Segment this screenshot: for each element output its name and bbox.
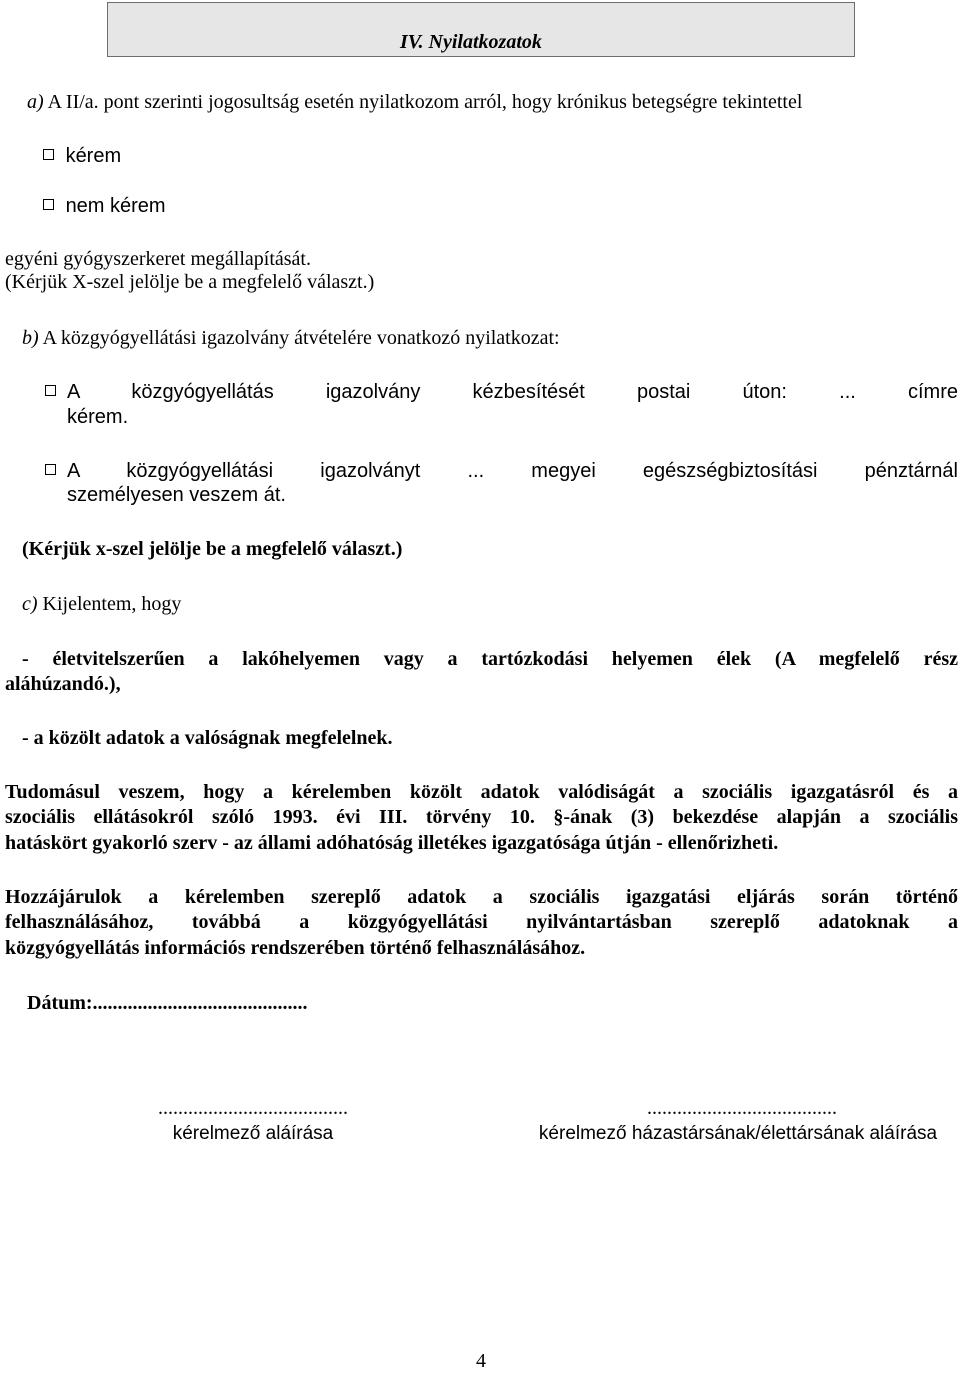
paragraph2-line2: felhasználásához, továbbá a közgyógyellátási nyilvántartásban szereplő adatoknak a: [5, 911, 958, 933]
page-number: 4: [476, 1350, 486, 1372]
section-a-intro: [27, 91, 802, 114]
checkbox-kerem[interactable]: [43, 149, 54, 160]
section-b-note: (Kérjük x-szel jelölje be a megfelelő választ.): [22, 538, 403, 560]
option-postai[interactable]: [45, 381, 56, 404]
paragraph2-line1: Hozzájárulok a kérelemben szereplő adatok a szociális igazgatási eljárás során történő: [5, 886, 958, 908]
section-a-label: a): [27, 91, 44, 113]
section-c-item1-line1: - életvitelszerűen a lakóhelyemen vagy a tartózkodási helyemen élek (A megfelelő rész: [22, 648, 958, 670]
option-postai-line2: kérem.: [67, 406, 129, 428]
option-szemelyesen-line2: személyesen veszem át.: [67, 484, 286, 506]
checkbox-nem-kerem[interactable]: [43, 199, 54, 210]
option-szemelyesen-text: A közgyógyellátási igazolványt: [67, 460, 468, 482]
option-kerem-label: kérem: [65, 145, 122, 167]
option-postai-text: A közgyógyellátás igazolvány kézbesítését postai úton:: [67, 381, 840, 403]
section-a-line2: (Kérjük X-szel jelölje be a megfelelő választ.): [5, 271, 375, 293]
spouse-signature-label: kérelmező házastársának/élettársának aláírása: [538, 1123, 938, 1144]
section-title: IV. Nyilatkozatok: [400, 31, 542, 53]
section-c-text: Kijelentem, hogy: [37, 593, 182, 615]
option-szemelyesen[interactable]: [45, 460, 56, 483]
option-szemelyesen-line1: [67, 460, 958, 483]
section-c-label: c): [22, 593, 38, 615]
checkbox-postai[interactable]: [45, 385, 56, 396]
paragraph1-line3: hatáskört gyakorló szerv - az állami adóhatóság illetékes igazgatósága útján - ellenőrizheti.: [5, 832, 779, 854]
section-a-text: A II/a. pont szerinti jogosultság esetén nyilatkozom arról, hogy krónikus betegségre tekintettel: [43, 91, 803, 113]
option-postai-address: ... címre: [839, 381, 958, 403]
section-a-line1: egyéni gyógyszerkeret megállapítását.: [5, 248, 311, 270]
option-postai-line1: [67, 381, 958, 404]
date-field[interactable]: Dátum:...........................................: [27, 992, 308, 1014]
section-b-intro: [22, 327, 560, 350]
applicant-signature-line[interactable]: ......................................: [158, 1097, 348, 1119]
applicant-signature-label: kérelmező aláírása: [172, 1123, 334, 1144]
option-nem-kerem-label: nem kérem: [65, 195, 166, 217]
section-b-label: b): [22, 327, 39, 349]
option-szemelyesen-office: ... megyei egészségbiztosítási pénztárnál: [467, 460, 958, 482]
section-b-text: A közgyógyellátási igazolvány átvételére vonatkozó nyilatkozat:: [38, 327, 560, 349]
section-c-intro: [22, 593, 181, 616]
option-nem-kerem[interactable]: [43, 195, 166, 218]
paragraph2-line3: közgyógyellátás információs rendszerében történő felhasználásához.: [5, 937, 586, 959]
spouse-signature-line[interactable]: ......................................: [647, 1097, 837, 1119]
option-kerem[interactable]: [43, 145, 121, 168]
checkbox-szemelyesen[interactable]: [45, 464, 56, 475]
paragraph1-line2: szociális ellátásokról szóló 1993. évi III. törvény 10. §-ának (3) bekezdése alapján a szociális: [5, 806, 958, 828]
paragraph1-line1: Tudomásul veszem, hogy a kérelemben közölt adatok valódiságát a szociális igazgatásról és a: [5, 781, 958, 803]
section-c-item2: - a közölt adatok a valóságnak megfelelnek.: [22, 727, 393, 749]
section-c-item1-line2: aláhúzandó.),: [5, 673, 121, 695]
